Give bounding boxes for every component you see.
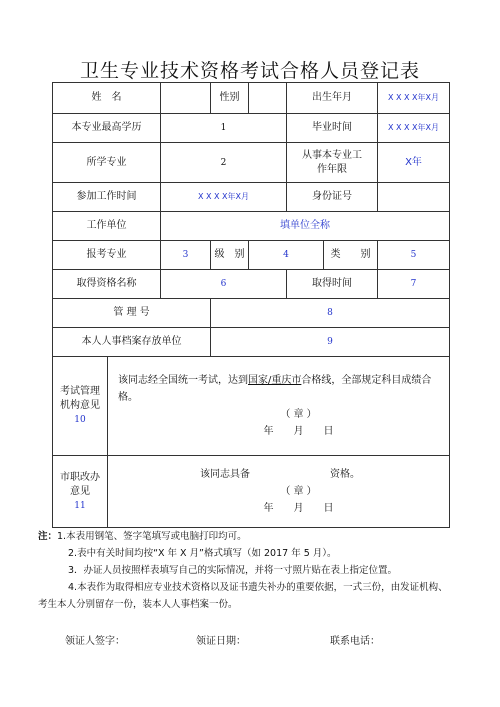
exam-opinion-date: 年 月 日 — [263, 426, 334, 437]
years-label — [287, 143, 378, 183]
education-label: 本专业最高学历 — [53, 114, 161, 143]
archive-value[interactable]: 9 — [211, 328, 450, 357]
title-office-label-line2: 意见 — [70, 485, 90, 497]
exam-opinion-label-num: 10 — [74, 415, 86, 425]
management-no-value[interactable]: 8 — [211, 299, 450, 328]
form-row-major — [53, 143, 450, 183]
qualification-label: 取得资格名称 — [53, 270, 161, 299]
note-4a: 4.本表作为取得相应专业技术资格以及证书遗失补办的重要依据，一式三份，由发证机构、 — [68, 582, 448, 593]
exam-opinion-text-underlined: 国家/重庆市 — [248, 375, 302, 386]
form-row-qualification — [53, 270, 450, 299]
form-row-education — [53, 114, 450, 143]
form-row-name — [53, 83, 450, 114]
exam-opinion-label — [53, 357, 108, 456]
gender-value[interactable] — [249, 83, 287, 114]
exam-opinion-text-prefix: 该同志经全国统一考试，达到 — [118, 375, 248, 386]
exam-opinion-content[interactable] — [108, 357, 450, 456]
level-value[interactable]: 4 — [249, 241, 324, 270]
employer-label: 工作单位 — [53, 212, 161, 241]
name-label: 姓 名 — [53, 83, 161, 114]
recipient-signature-label: 领证人签字： — [65, 636, 125, 647]
form-title: 卫生专业技术资格考试合格人员登记表 — [79, 60, 420, 82]
years-label-line2: 作年限 — [317, 163, 347, 175]
obtained-time-label: 取得时间 — [287, 270, 378, 299]
contact-phone-label: 联系电话： — [330, 636, 380, 647]
exam-opinion-text-suffix: 合格线，全部规定科目成绩合格。 — [118, 375, 432, 403]
level-label: 级 别 — [211, 241, 249, 270]
form-row-work-start — [53, 183, 450, 212]
note-2: 2.表中有关时间均按“X 年 X 月”格式填写（如 2017 年 5 月）。 — [68, 548, 337, 559]
birth-label: 出生年月 — [287, 83, 378, 114]
registration-form — [52, 82, 450, 528]
graduation-label: 毕业时间 — [287, 114, 378, 143]
form-row-exam — [53, 241, 450, 270]
notes-section — [38, 528, 468, 613]
note-1: 1.本表用钢笔、签字笔填写或电脑打印均可。 — [57, 531, 247, 542]
obtained-time-value[interactable]: 7 — [378, 270, 450, 299]
id-value[interactable] — [378, 183, 450, 212]
form-row-exam-opinion — [53, 357, 450, 456]
exam-opinion-label-line2: 机构意见 — [60, 400, 100, 411]
years-value[interactable]: X年 — [378, 143, 450, 183]
exam-opinion-seal: （ 章 ） — [280, 409, 317, 420]
title-office-text-prefix: 该同志具备 — [200, 469, 250, 480]
exam-opinion-label-line1: 考试管理 — [60, 386, 100, 397]
qualification-value[interactable]: 6 — [161, 270, 287, 299]
management-no-label: 管 理 号 — [53, 299, 211, 328]
archive-label: 本人人事档案存放单位 — [53, 328, 211, 357]
category-label: 类 别 — [324, 241, 378, 270]
title-office-date: 年 月 日 — [263, 503, 334, 514]
form-row-archive — [53, 328, 450, 357]
years-label-line1: 从事本专业工 — [302, 149, 362, 161]
name-value[interactable] — [161, 83, 211, 114]
title-office-seal: （ 章 ） — [280, 486, 317, 497]
employer-value[interactable]: 填单位全称 — [161, 212, 450, 241]
work-start-label: 参加工作时间 — [53, 183, 161, 212]
category-value[interactable]: 5 — [378, 241, 450, 270]
major-value[interactable]: 2 — [161, 143, 287, 183]
graduation-value[interactable]: X X X X年X月 — [378, 114, 450, 143]
major-label: 所学专业 — [53, 143, 161, 183]
birth-value[interactable]: X X X X年X月 — [378, 83, 450, 114]
title-office-label-line1: 市职改办 — [60, 471, 100, 483]
title-office-text-suffix: 资格。 — [330, 469, 360, 480]
title-office-label-num: 11 — [74, 500, 86, 511]
work-start-value[interactable]: X X X X年X月 — [161, 183, 287, 212]
title-office-label — [53, 456, 108, 528]
note-4b: 考生本人分别留存一份，装本人人事档案一份。 — [38, 599, 238, 610]
education-value[interactable]: 1 — [161, 114, 287, 143]
form-row-title-office — [53, 456, 450, 528]
exam-major-value[interactable]: 3 — [161, 241, 211, 270]
note-3: 3．办证人员按照样表填写自己的实际情况，并将一寸照片贴在表上指定位置。 — [68, 565, 398, 576]
title-office-content[interactable] — [108, 456, 450, 528]
gender-label: 性别 — [211, 83, 249, 114]
exam-major-label: 报考专业 — [53, 241, 161, 270]
id-label: 身份证号 — [287, 183, 378, 212]
form-row-management — [53, 299, 450, 328]
notes-head: 注： — [38, 531, 58, 542]
pickup-date-label: 领证日期： — [196, 636, 246, 647]
form-row-employer — [53, 212, 450, 241]
